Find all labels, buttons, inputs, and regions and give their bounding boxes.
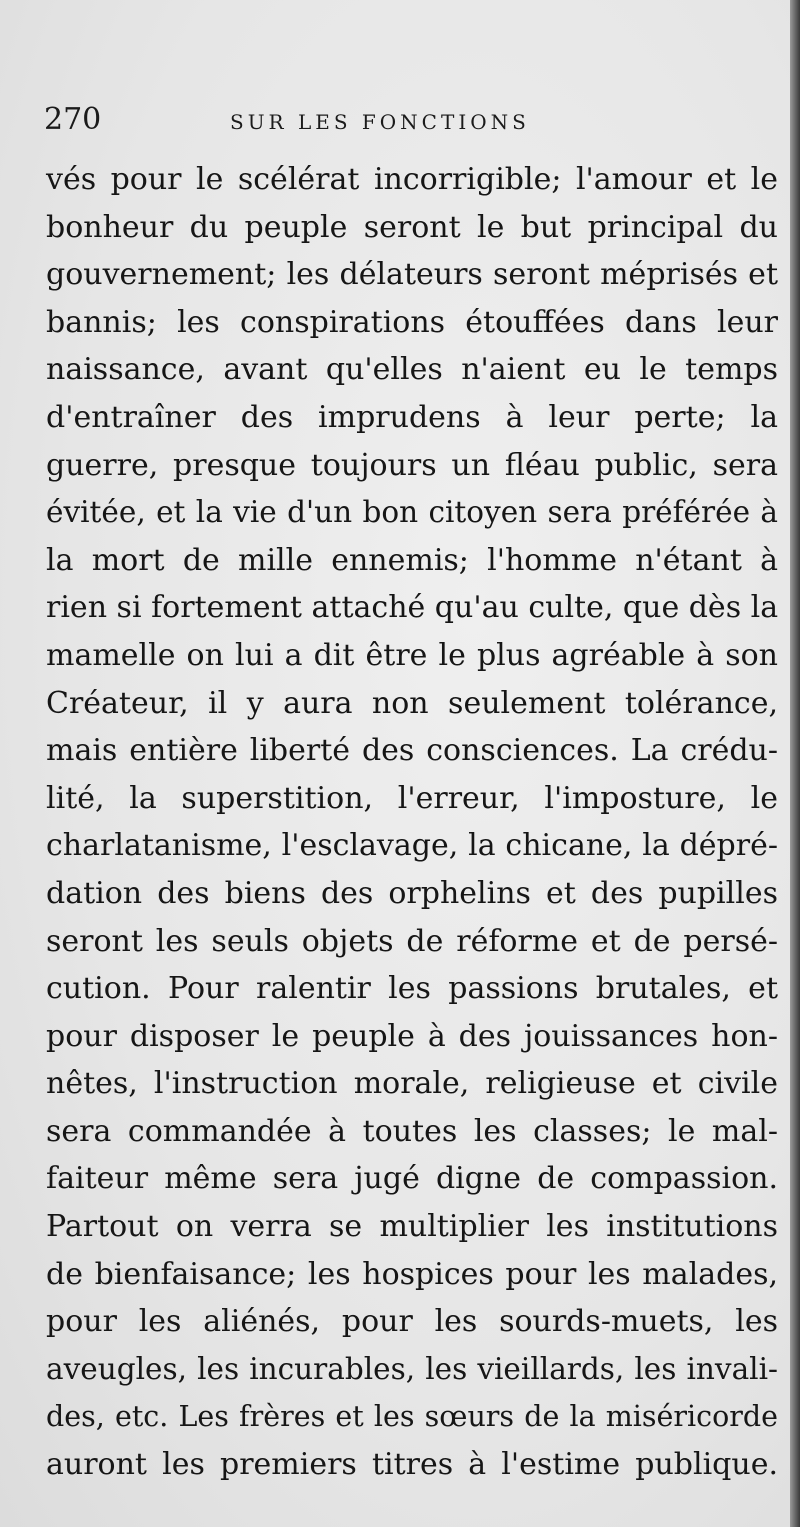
text-line: aveugles, les incurables, les vieillards, les invali- [46, 1351, 778, 1386]
text-line: Créateur, il y aura non seulement tolérance, [46, 685, 778, 721]
text-line: guerre, presque toujours un fléau public, sera [46, 447, 778, 483]
text-line: Partout on verra se multiplier les institutions [46, 1209, 778, 1245]
text-line: sera commandée à toutes les classes; le mal- [46, 1113, 778, 1149]
text-line: lité, la superstition, l'erreur, l'imposture, le [46, 780, 778, 816]
page-number: 270 [44, 102, 102, 137]
body-text [46, 156, 778, 1489]
text-line: pour les aliénés, pour les sourds-muets, les [46, 1304, 778, 1340]
text-line: bannis; les conspirations étouffées dans leur [46, 304, 778, 340]
text-line: pour disposer le peuple à des jouissances hon- [46, 1018, 778, 1054]
text-line: charlatanisme, l'esclavage, la chicane, la dépré- [46, 828, 778, 864]
text-line: des, etc. Les frères et les sœurs de la miséricorde [46, 1400, 778, 1434]
text-line: auront les premiers titres à l'estime publique. [46, 1447, 778, 1483]
text-line: cution. Pour ralentir les passions brutales, et [46, 971, 778, 1007]
text-line: faiteur même sera jugé digne de compassion. [46, 1161, 778, 1197]
text-line: mais entière liberté des consciences. La crédu- [46, 733, 778, 769]
text-line: dation des biens des orphelins et des pupilles [46, 875, 778, 911]
text-line: évitée, et la vie d'un bon citoyen sera préférée à [46, 495, 778, 530]
text-line: bonheur du peuple seront le but principal du [46, 209, 778, 245]
page-header [44, 102, 644, 142]
text-line: la mort de mille ennemis; l'homme n'étant à [46, 542, 778, 578]
text-line: d'entraîner des imprudens à leur perte; la [46, 399, 778, 435]
text-line: gouvernement; les délateurs seront méprisés et [46, 257, 778, 293]
text-line: nêtes, l'instruction morale, religieuse et civile [46, 1066, 778, 1102]
text-line: mamelle on lui a dit être le plus agréable à son [46, 637, 778, 673]
running-head: SUR LES FONCTIONS [230, 110, 530, 134]
page-edge-shadow [790, 0, 800, 1527]
text-line: de bienfaisance; les hospices pour les malades, [46, 1256, 778, 1292]
text-line: rien si fortement attaché qu'au culte, que dès la [46, 590, 779, 626]
text-line: seront les seuls objets de réforme et de persé- [46, 923, 778, 959]
text-line: vés pour le scélérat incorrigible; l'amour et le [46, 162, 778, 197]
text-line: naissance, avant qu'elles n'aient eu le temps [46, 352, 778, 388]
